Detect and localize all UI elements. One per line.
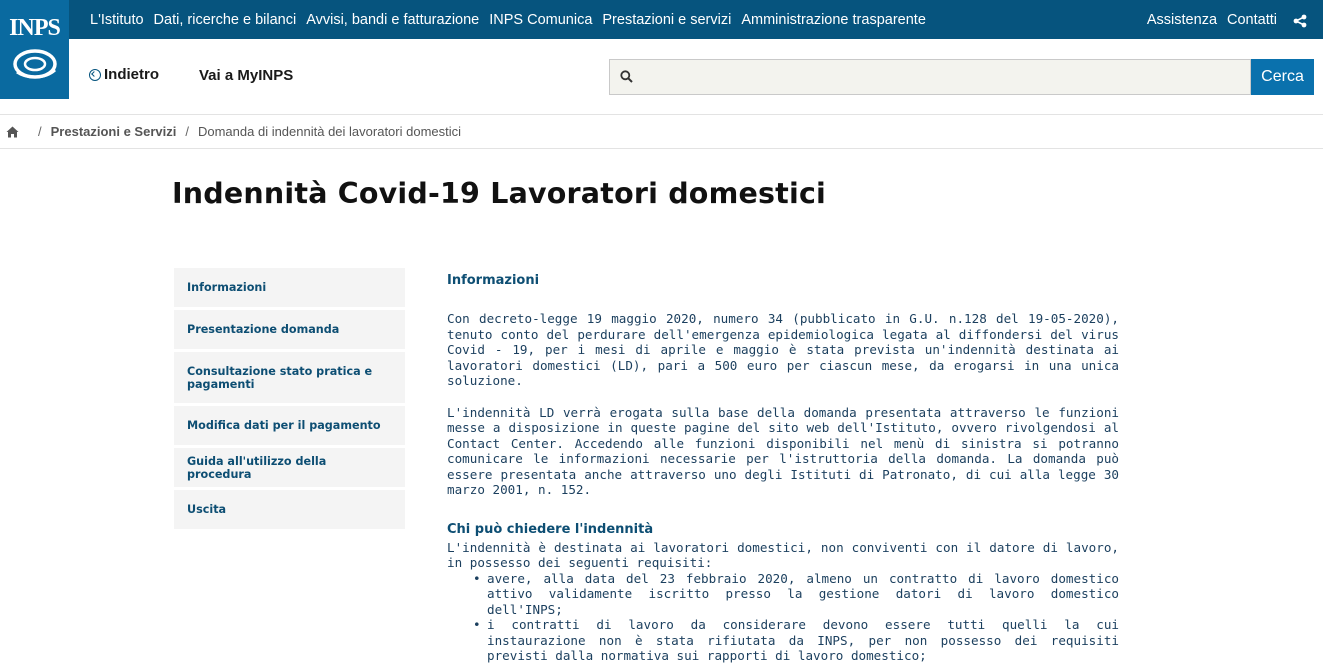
sidebar-menu	[174, 268, 405, 532]
top-nav-prestazioni[interactable]: Prestazioni e servizi	[602, 11, 732, 28]
sidebar-item-modifica-dati[interactable]: Modifica dati per il pagamento	[174, 406, 405, 445]
top-nav-avvisi[interactable]: Avvisi, bandi e fatturazione	[306, 11, 480, 28]
share-icon[interactable]	[1293, 13, 1307, 27]
search-input[interactable]	[644, 60, 1244, 94]
top-nav-dati[interactable]: Dati, ricerche e bilanci	[153, 11, 297, 28]
sidebar-item-guida[interactable]: Guida all'utilizzo della procedura	[174, 448, 405, 487]
top-nav	[84, 0, 930, 39]
list-item: • avere, alla data del 23 febbraio 2020, almeno un contratto di lavoro domestico attivo validamente iscritto presso la gestione datori di lavoro domestico dell'INPS;	[487, 571, 1119, 618]
main-content	[447, 271, 1119, 664]
back-arrow-icon	[89, 69, 101, 81]
sidebar-item-consultazione[interactable]: Consultazione stato pratica e pagamenti	[174, 352, 405, 403]
breadcrumb-separator: /	[38, 124, 42, 139]
home-icon[interactable]	[6, 126, 19, 138]
sidebar-item-informazioni[interactable]: Informazioni	[174, 268, 405, 307]
requirements-list	[487, 571, 1119, 664]
content-paragraph: L'indennità è destinata ai lavoratori domestici, non conviventi con il datore di lavoro, in possesso dei seguenti requisiti:	[447, 539, 1119, 570]
contatti-link[interactable]: Contatti	[1227, 11, 1277, 28]
content-heading: Informazioni	[447, 273, 540, 288]
breadcrumb-item-prestazioni[interactable]: Prestazioni e Servizi	[50, 124, 177, 139]
back-button[interactable]	[89, 66, 159, 83]
breadcrumb-separator: /	[185, 124, 189, 139]
myinps-link[interactable]: Vai a MyINPS	[199, 67, 294, 84]
assistenza-link[interactable]: Assistenza	[1146, 11, 1218, 28]
content-paragraph: L'indennità LD verrà erogata sulla base della domanda presentata attraverso le funzioni messe a disposizione in queste pagine del sito web dell'Istituto, ovvero rivolgendosi al Contact Center. Accedendo alle funzioni disponibili nel menù di sinistra si potranno comunicare le informazioni necessarie per l'istruttoria della domanda. La domanda può essere presentata anche attraverso uno degli Istituti di Patronato, di cui alla legge 30 marzo 2001, n. 152.	[447, 404, 1119, 497]
search-button[interactable]: Cerca	[1251, 59, 1314, 95]
search-box	[609, 59, 1251, 95]
sidebar-item-presentazione[interactable]: Presentazione domanda	[174, 310, 405, 349]
top-nav-amministrazione[interactable]: Amministrazione trasparente	[741, 11, 926, 28]
page-title: Indennità Covid-19 Lavoratori domestici	[172, 177, 827, 210]
sidebar-item-uscita[interactable]: Uscita	[174, 490, 405, 529]
sub-header	[0, 39, 1323, 115]
logo-text: INPS	[9, 15, 60, 41]
top-nav-istituto[interactable]: L'Istituto	[90, 11, 144, 28]
top-nav-bar	[0, 0, 1323, 39]
content-paragraph: Con decreto-legge 19 maggio 2020, numero 34 (pubblicato in G.U. n.128 del 19-05-2020), tenuto conto del perdurare dell'emergenza epidemiologica legata al diffondersi del virus Covid - 19, per i mesi di aprile e maggio è stata prevista un'indennità destinata ai lavoratori domestici (LD), pari a 500 euro per ciascun mese, da erogarsi in una unica soluzione.	[447, 311, 1119, 388]
breadcrumb	[0, 115, 1323, 149]
back-label: Indietro	[104, 66, 159, 83]
list-item: • i contratti di lavoro da considerare devono essere tutti quelli la cui instaurazione non è stata rifiutata da INPS, per non possesso dei requisiti previsti dalla normativa sui rapporti di lavoro domestico;	[487, 617, 1119, 664]
search-icon	[620, 70, 633, 83]
top-right-links	[1137, 0, 1307, 39]
content-subheading: Chi può chiedere l'indennità	[447, 521, 654, 537]
breadcrumb-item-current: Domanda di indennità dei lavoratori domestici	[197, 124, 462, 139]
top-nav-comunica[interactable]: INPS Comunica	[489, 11, 593, 28]
